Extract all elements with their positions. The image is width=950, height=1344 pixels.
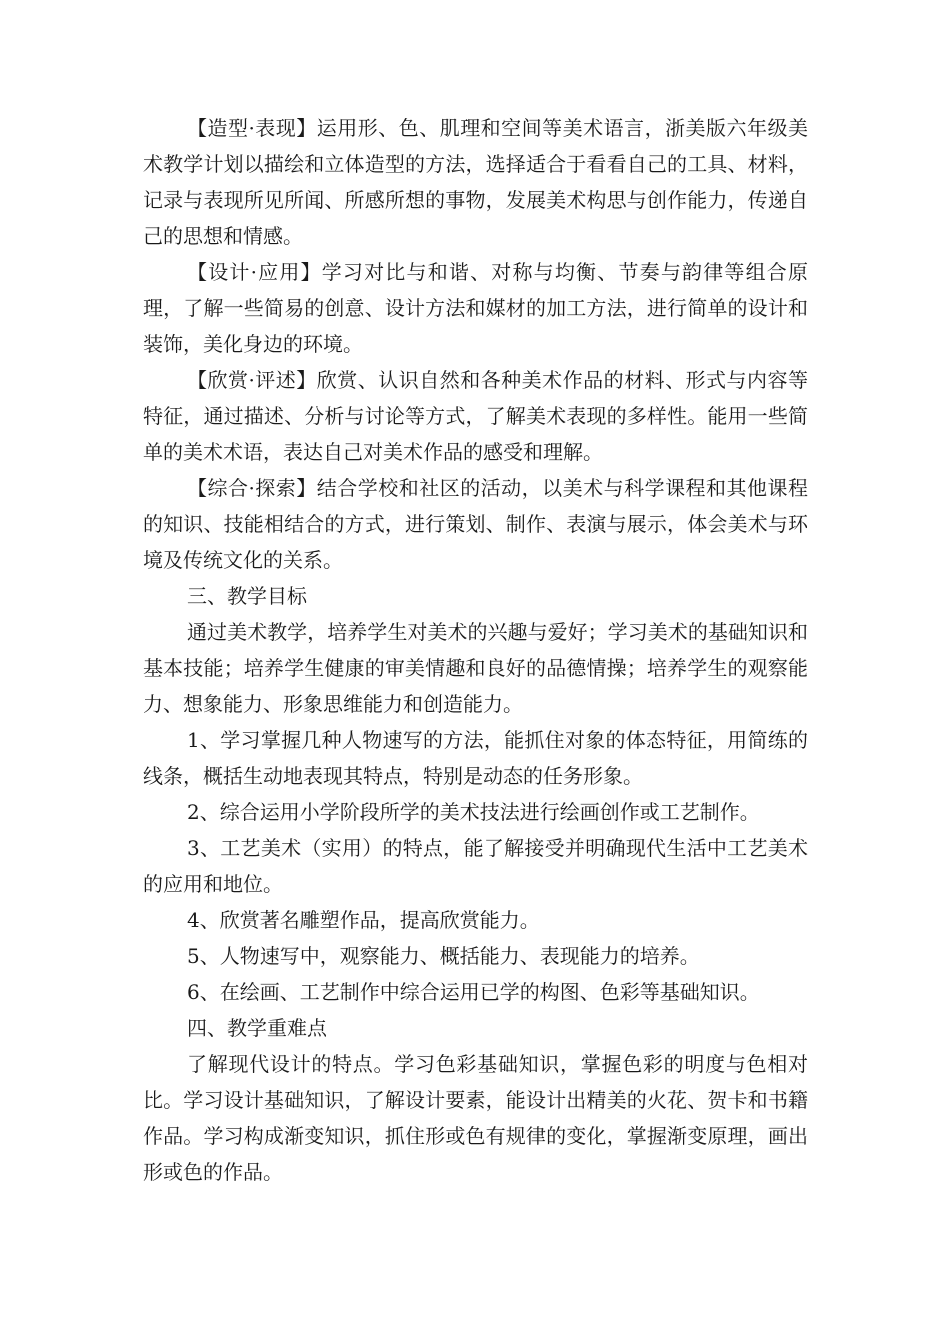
paragraph-key-difficulties: 了解现代设计的特点。学习色彩基础知识，掌握色彩的明度与色相对比。学习设计基础知识，了解设计要素，能设计出精美的火花、贺卡和书籍作品。学习构成渐变知识，抓住形或色有规律的变化，掌握渐变原理，画出形或色的作品。 (143, 1052, 808, 1184)
goal-item-2: 2、综合运用小学阶段所学的美术技法进行绘画创作或工艺制作。 (187, 800, 760, 824)
paragraph-goals-intro: 通过美术教学，培养学生对美术的兴趣与爱好；学习美术的基础知识和基本技能；培养学生健康的审美情趣和良好的品德情操；培养学生的观察能力、想象能力、形象思维能力和创造能力。 (143, 620, 808, 716)
goal-item-3: 3、工艺美术（实用）的特点，能了解接受并明确现代生活中工艺美术的应用和地位。 (143, 836, 808, 896)
section-heading-teaching-goals: 三、教学目标 (187, 584, 307, 608)
paragraph-design-application: 【设计·应用】学习对比与和谐、对称与均衡、节奏与韵律等组合原理，了解一些简易的创意、设计方法和媒材的加工方法，进行简单的设计和装饰，美化身边的环境。 (143, 260, 808, 356)
goal-item-4: 4、欣赏著名雕塑作品，提高欣赏能力。 (187, 908, 540, 932)
goal-item-5: 5、人物速写中，观察能力、概括能力、表现能力的培养。 (187, 944, 700, 968)
document-body (143, 110, 808, 1190)
goal-item-1: 1、学习掌握几种人物速写的方法，能抓住对象的体态特征，用简练的线条，概括生动地表现其特点，特别是动态的任务形象。 (143, 728, 808, 788)
paragraph-synthesis-exploration: 【综合·探索】结合学校和社区的活动，以美术与科学课程和其他课程的知识、技能相结合的方式，进行策划、制作、表演与展示，体会美术与环境及传统文化的关系。 (143, 476, 808, 572)
paragraph-appreciation-review: 【欣赏·评述】欣赏、认识自然和各种美术作品的材料、形式与内容等特征，通过描述、分析与讨论等方式，了解美术表现的多样性。能用一些简单的美术术语，表达自己对美术作品的感受和理解。 (143, 368, 808, 464)
section-heading-key-difficulties: 四、教学重难点 (187, 1016, 327, 1040)
goal-item-6: 6、在绘画、工艺制作中综合运用已学的构图、色彩等基础知识。 (187, 980, 760, 1004)
paragraph-modeling-expression: 【造型·表现】运用形、色、肌理和空间等美术语言，浙美版六年级美术教学计划以描绘和立体造型的方法，选择适合于看看自己的工具、材料，记录与表现所见所闻、所感所想的事物，发展美术构思与创作能力，传递自己的思想和情感。 (143, 116, 808, 248)
